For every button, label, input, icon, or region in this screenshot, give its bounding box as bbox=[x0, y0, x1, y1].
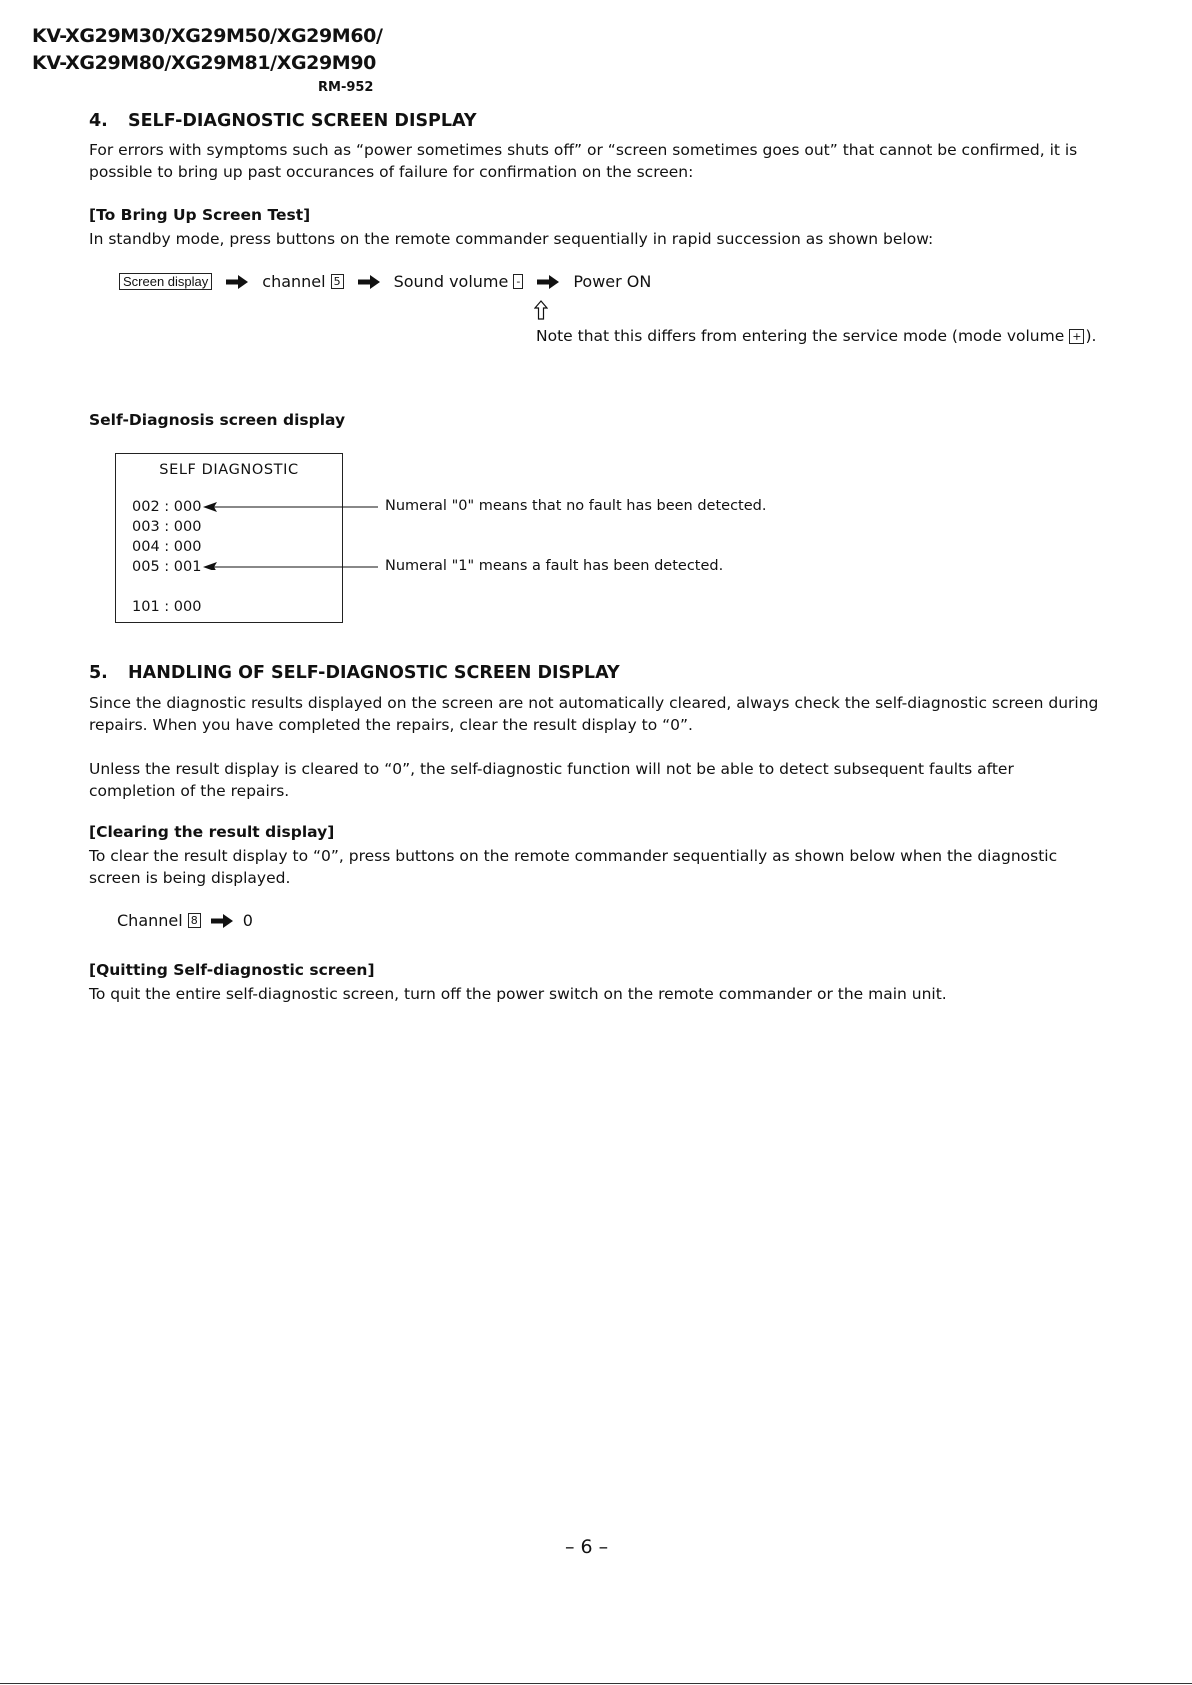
self-diagnostic-title: SELF DIAGNOSTIC bbox=[159, 462, 299, 478]
diagnostic-line: 003 : 000 bbox=[132, 519, 202, 535]
right-arrow-icon bbox=[211, 914, 233, 928]
section-5-title: HANDLING OF SELF-DIAGNOSTIC SCREEN DISPLAY bbox=[128, 663, 620, 683]
clear-key-sequence bbox=[117, 911, 253, 930]
callout-one-text: Numeral "1" means a fault has been detected. bbox=[385, 558, 724, 574]
note-text: Note that this differs from entering the service mode (mode volume bbox=[536, 327, 1065, 345]
note-end: ). bbox=[1085, 327, 1097, 345]
diagnostic-line: 005 : 001 bbox=[132, 559, 202, 575]
volume-minus-key: - bbox=[513, 274, 523, 289]
right-arrow-icon bbox=[537, 275, 559, 289]
bring-up-title: [To Bring Up Screen Test] bbox=[89, 206, 311, 224]
service-mode-note bbox=[536, 327, 1096, 345]
diagnostic-line: 004 : 000 bbox=[132, 539, 202, 555]
bottom-rule bbox=[0, 1683, 1192, 1684]
sound-volume-label: Sound volume bbox=[393, 272, 509, 291]
diagnostic-line: 002 : 000 bbox=[132, 499, 202, 515]
right-arrow-icon bbox=[358, 275, 380, 289]
section-5-heading bbox=[89, 663, 620, 683]
channel-8-key: 8 bbox=[188, 913, 201, 928]
clearing-title: [Clearing the result display] bbox=[89, 823, 335, 841]
power-on-label: Power ON bbox=[573, 272, 652, 291]
quitting-text: To quit the entire self-diagnostic screen, turn off the power switch on the remote commander or the main unit. bbox=[89, 985, 947, 1003]
up-arrow-icon bbox=[534, 300, 548, 320]
callout-arrow-zero bbox=[203, 502, 378, 512]
bring-up-text: In standby mode, press buttons on the remote commander sequentially in rapid succession as shown below: bbox=[89, 230, 934, 248]
model-line-1: KV-XG29M30/XG29M50/XG29M60/ bbox=[32, 25, 383, 47]
section-4-number: 4. bbox=[89, 111, 108, 131]
page-number: – 6 – bbox=[565, 1536, 609, 1558]
section-4-intro: For errors with symptoms such as “power sometimes shuts off” or “screen sometimes goes out” that cannot be confirmed, it is possible to bring up past occurances of failure for confirmation on the screen: bbox=[89, 141, 1078, 181]
clear-target-value: 0 bbox=[242, 911, 253, 930]
screen-display-key: Screen display bbox=[119, 273, 212, 290]
channel-label: channel bbox=[262, 272, 326, 291]
right-arrow-icon bbox=[226, 275, 248, 289]
clearing-text: To clear the result display to “0”, press buttons on the remote commander sequentially as shown below when the diagnostic screen is being displayed. bbox=[89, 847, 1058, 887]
remote-model: RM-952 bbox=[318, 80, 374, 95]
callout-arrow-one bbox=[203, 562, 378, 570]
diagnostic-line: 101 : 000 bbox=[132, 599, 202, 615]
section-5-para-1: Since the diagnostic results displayed on the screen are not automatically cleared, always check the self-diagnostic screen during repairs. When you have completed the repairs, clear the result display to “0”. bbox=[89, 694, 1099, 734]
section-4-title: SELF-DIAGNOSTIC SCREEN DISPLAY bbox=[128, 111, 477, 131]
clear-channel-label: Channel bbox=[117, 911, 183, 930]
section-4-heading bbox=[89, 111, 477, 131]
volume-plus-key: + bbox=[1069, 329, 1084, 344]
callout-zero-text: Numeral "0" means that no fault has been detected. bbox=[385, 498, 767, 514]
entry-key-sequence bbox=[119, 272, 651, 291]
quitting-title: [Quitting Self-diagnostic screen] bbox=[89, 961, 375, 979]
channel-5-key: 5 bbox=[331, 274, 344, 289]
model-line-2: KV-XG29M80/XG29M81/XG29M90 bbox=[32, 52, 376, 74]
section-5-number: 5. bbox=[89, 663, 108, 683]
callout-arrows bbox=[200, 500, 380, 570]
section-5-para-2: Unless the result display is cleared to “0”, the self-diagnostic function will not be able to detect subsequent faults after completion of the repairs. bbox=[89, 760, 1014, 800]
diagnosis-screen-heading: Self-Diagnosis screen display bbox=[89, 411, 346, 429]
